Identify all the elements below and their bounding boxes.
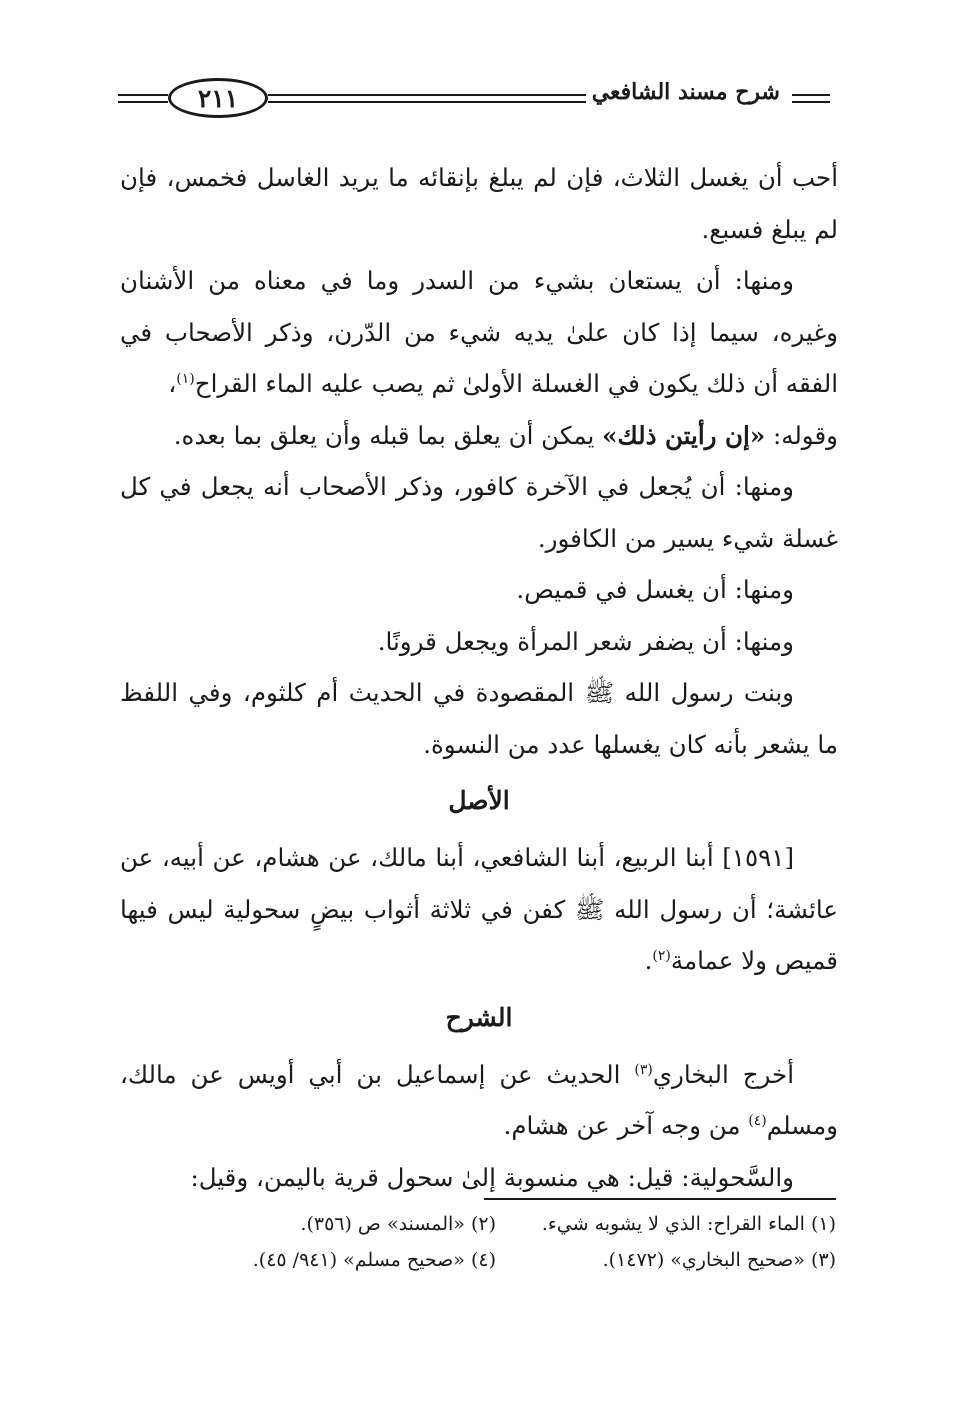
paragraph: وبنت رسول الله ﷺ المقصودة في الحديث أم كلثوم، وفي اللفظ ما يشعر بأنه كان يغسلها عدد من النسوة. — [120, 678, 838, 759]
footnote-ref: (١) — [176, 370, 195, 387]
page-number-badge — [168, 78, 268, 118]
footnote-ref: (٤) — [748, 1112, 767, 1129]
header-rule — [118, 94, 168, 96]
book-title: شرح مسند الشافعي — [586, 79, 786, 105]
footnote: (٢) «المسند» ص (٣٥٦). — [300, 1213, 496, 1235]
paragraph-text: وقوله: — [765, 420, 838, 450]
footnote: (٤) «صحيح مسلم» (٩٤١/ ٤٥). — [252, 1249, 496, 1271]
paragraph-text: يمكن أن يعلق بما قبله وأن يعلق بما بعده. — [173, 420, 603, 450]
paragraph-text: من وجه آخر عن هشام. — [503, 1111, 749, 1140]
quoted-phrase: «إن رأيتن ذلك» — [602, 420, 766, 450]
paragraph: ومنها: أن يغسل في قميص. — [516, 575, 794, 604]
paragraph-text: . — [644, 946, 653, 975]
paragraph — [120, 1049, 838, 1152]
header-rule — [118, 101, 168, 103]
section-heading-sharh: الشرح — [445, 1002, 513, 1032]
paragraph-text: أخرج البخاري — [652, 1059, 795, 1089]
main-text — [120, 152, 838, 1203]
footnote-row — [180, 1242, 836, 1278]
page-number: ٢١١ — [197, 83, 239, 113]
footnotes — [180, 1206, 836, 1278]
footnote-ref: (٢) — [652, 947, 671, 964]
footnote-separator — [484, 1198, 836, 1200]
footnote: (١) الماء القراح: الذي لا يشوبه شيء. — [541, 1213, 836, 1235]
paragraph-text: ، — [168, 369, 177, 398]
footnote-row — [180, 1206, 836, 1242]
paragraph: ومنها: أن يُجعل في الآخرة كافور، وذكر الأصحاب أنه يجعل في كل غسلة شيء يسير من الكافور. — [120, 472, 838, 553]
header-rule — [792, 101, 830, 103]
footnote-ref: (٣) — [634, 1061, 653, 1078]
paragraph: والسَّحولية: قيل: هي منسوبة إلىٰ سحول قرية باليمن، وقيل: — [190, 1162, 794, 1192]
paragraph: ومنها: أن يضفر شعر المرأة ويجعل قرونًا. — [377, 626, 794, 656]
running-header — [118, 78, 836, 122]
paragraph-text: ومنها: أن يستعان بشيء من السدر وما في معناه من الأشنان وغيره، سيما إذا كان علىٰ يديه شيء من الدّرن، وذكر الأصحاب في الفقه أن ذلك يكون في الغسلة الأولىٰ ثم يصب عليه الماء القراح — [120, 266, 838, 398]
paragraph-text: الحديث عن إسماعيل بن أبي أويس عن مالك، ومسلم — [120, 1059, 838, 1140]
paragraph-text: [١٥٩١] أبنا الربيع، أبنا الشافعي، أبنا مالك، عن هشام، عن أبيه، عن عائشة؛ أن رسول الله ﷺ كفن في ثلاثة أثواب بيضٍ سحولية ليس فيها قميص ولا عمامة — [120, 843, 838, 975]
paragraph — [120, 255, 838, 410]
paragraph: أحب أن يغسل الثلاث، فإن لم يبلغ بإنقائه ما يريد الغاسل فخمس، فإن لم يبلغ فسبع. — [120, 163, 838, 244]
footnote: (٣) «صحيح البخاري» (١٤٧٢). — [602, 1249, 836, 1271]
header-rule — [792, 94, 830, 96]
paragraph — [120, 832, 838, 987]
section-heading-asl: الأصل — [448, 786, 510, 815]
paragraph — [120, 410, 838, 462]
